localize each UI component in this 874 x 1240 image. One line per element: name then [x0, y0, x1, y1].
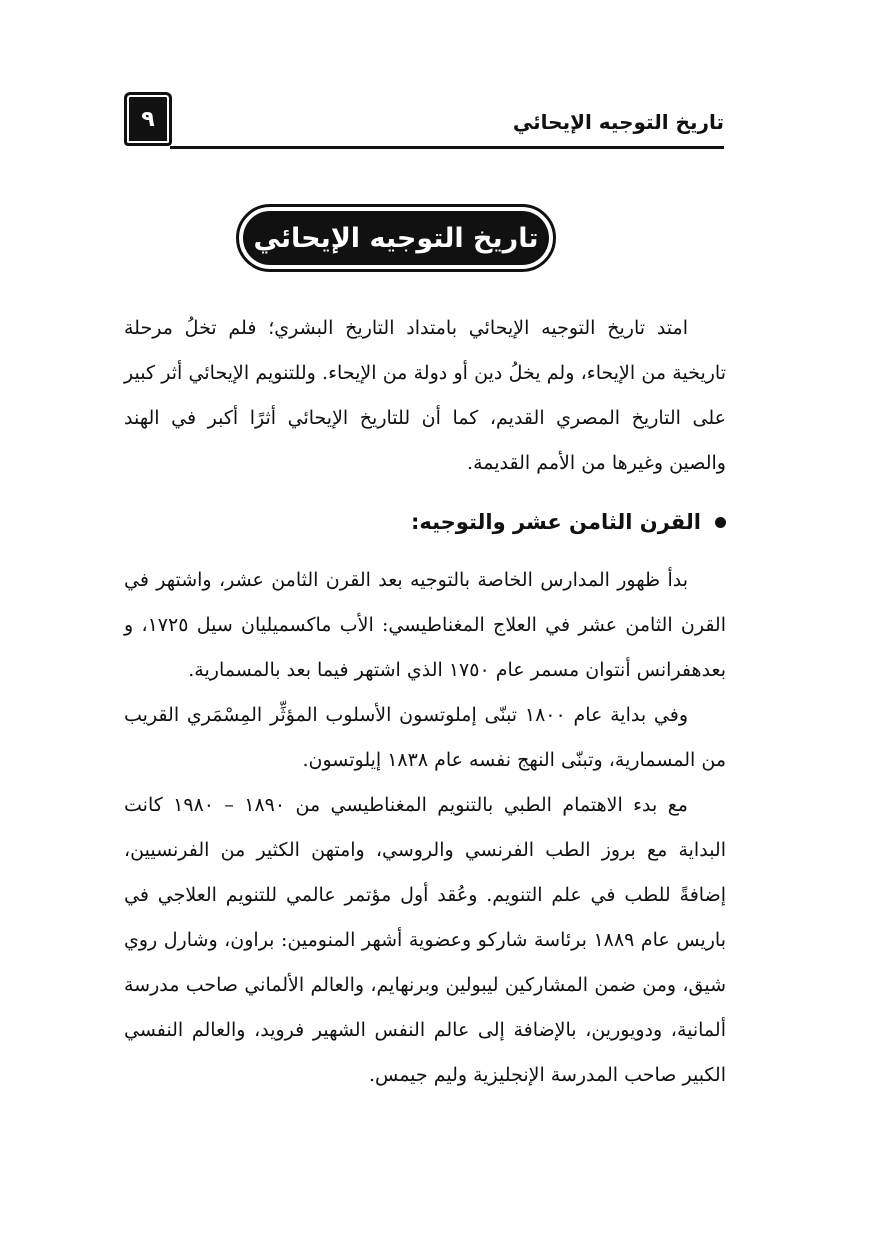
- header-rule: [170, 146, 724, 149]
- intro-paragraph: امتد تاريخ التوجيه الإيحائي بامتداد التاريخ البشري؛ فلم تخلُ مرحلة تاريخية من الإيحاء، ولم يخلُ دين أو دولة من الإيحاء. وللتنويم الإيحائي أثر كبير على التاريخ المصري القديم، كما أن للتاريخ الإيحائي أثرًا أكبر في الهند والصين وغيرها من الأمم القديمة.: [124, 317, 726, 474]
- medical-interest-paragraph: مع بدء الاهتمام الطبي بالتنويم المغناطيسي من ١٨٩٠ – ١٩٨٠ كانت البداية مع بروز الطب الفرنسي والروسي، وامتهن الكثير من الفرنسيين، إضافةً للطب في علم التنويم. وعُقد أول مؤتمر عالمي للتنويم العلاجي في باريس عام ١٨٨٩ برئاسة شاركو وعضوية أشهر المنومين: براون، وشارل روي شيق، ومن ضمن المشاركين ليبولين وبرنهايم، والعالم الألماني صاحب مدرسة ألمانية، ودويورين، بالإضافة إلى عالم النفس الشهير فرويد، والعالم النفسي الكبير صاحب المدرسة الإنجليزية وليم جيمس.: [124, 794, 727, 1086]
- chapter-title-frame: [236, 204, 556, 272]
- page-number-box: [124, 92, 172, 146]
- chapter-title: تاريخ التوجيه الإيحائي: [253, 222, 539, 254]
- eighteenth-century-paragraph: بدأ ظهور المدارس الخاصة بالتوجيه بعد القرن الثامن عشر، واشتهر في القرن الثامن عشر في العلاج المغناطيسي: الأب ماكسميليان سيل ١٧٢٥، و بعدهفرانس أنتوان مسمر عام ١٧٥٠ الذي اشتهر فيما بعد بالمسمارية.: [124, 569, 727, 681]
- bullet-icon: [715, 517, 726, 528]
- running-title: تاريخ التوجيه الإيحائي: [512, 110, 724, 134]
- year-1800-paragraph: وفي بداية عام ١٨٠٠ تبنّى إملوتسون الأسلوب المؤثِّر المِسْمَري القريب من المسمارية، وتبنّى النهج نفسه عام ١٨٣٨ إيلوتسون.: [124, 704, 726, 771]
- page-header: [122, 92, 724, 150]
- section-heading-text: القرن الثامن عشر والتوجيه:: [410, 510, 701, 534]
- chapter-title-pill: [243, 211, 549, 265]
- section-heading: [411, 510, 726, 534]
- page-number: ٩: [141, 106, 155, 132]
